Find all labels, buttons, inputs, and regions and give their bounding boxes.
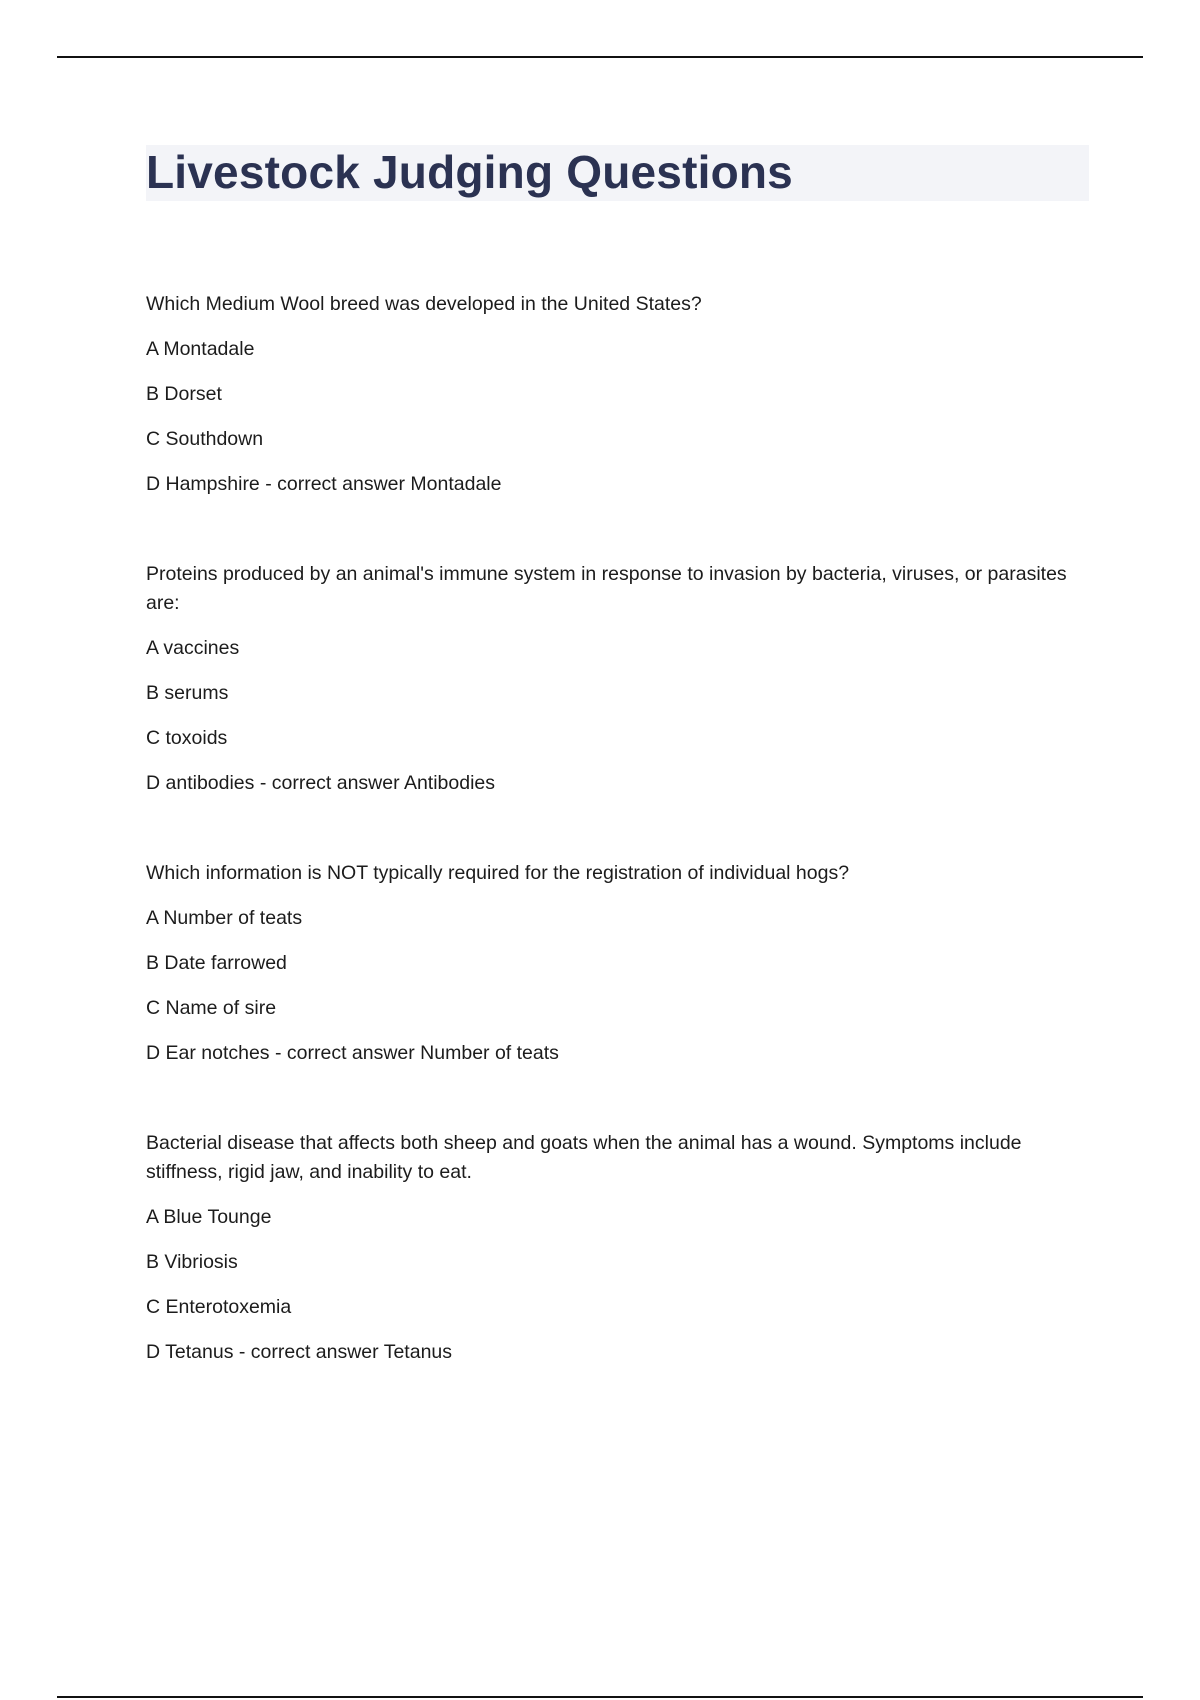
answer-option: B Date farrowed <box>146 952 287 974</box>
question-block <box>146 290 1076 499</box>
answer-option: D Tetanus - correct answer Tetanus <box>146 1341 453 1363</box>
answer-option: B serums <box>146 682 229 704</box>
question-text: Which information is NOT typically required for the registration of individual hogs? <box>146 862 850 884</box>
answer-option: A vaccines <box>146 637 240 659</box>
answer-option: D Ear notches - correct answer Number of teats <box>146 1042 559 1064</box>
answer-option: C Southdown <box>146 428 264 450</box>
answer-option: C Name of sire <box>146 997 277 1019</box>
top-divider <box>57 56 1143 58</box>
answer-option: C toxoids <box>146 727 228 749</box>
answer-option: A Montadale <box>146 338 255 360</box>
answer-option: A Number of teats <box>146 907 303 929</box>
page-title: Livestock Judging Questions <box>146 146 793 198</box>
answer-option: D antibodies - correct answer Antibodies <box>146 772 496 794</box>
question-text: Bacterial disease that affects both sheep and goats when the animal has a wound. Symptoms include stiffness, rigid jaw, and inability to eat. <box>146 1132 1022 1183</box>
question-block <box>146 560 1076 798</box>
question-list <box>146 290 1076 1428</box>
answer-option: A Blue Tounge <box>146 1206 272 1228</box>
question-text: Which Medium Wool breed was developed in the United States? <box>146 293 702 315</box>
question-text: Proteins produced by an animal's immune system in response to invasion by bacteria, viruses, or parasites are: <box>146 563 1067 614</box>
answer-option: B Vibriosis <box>146 1251 238 1273</box>
answer-option: D Hampshire - correct answer Montadale <box>146 473 502 495</box>
answer-option: B Dorset <box>146 383 222 405</box>
answer-option: C Enterotoxemia <box>146 1296 292 1318</box>
question-block <box>146 859 1076 1068</box>
bottom-divider <box>57 1696 1143 1698</box>
question-block <box>146 1129 1076 1367</box>
